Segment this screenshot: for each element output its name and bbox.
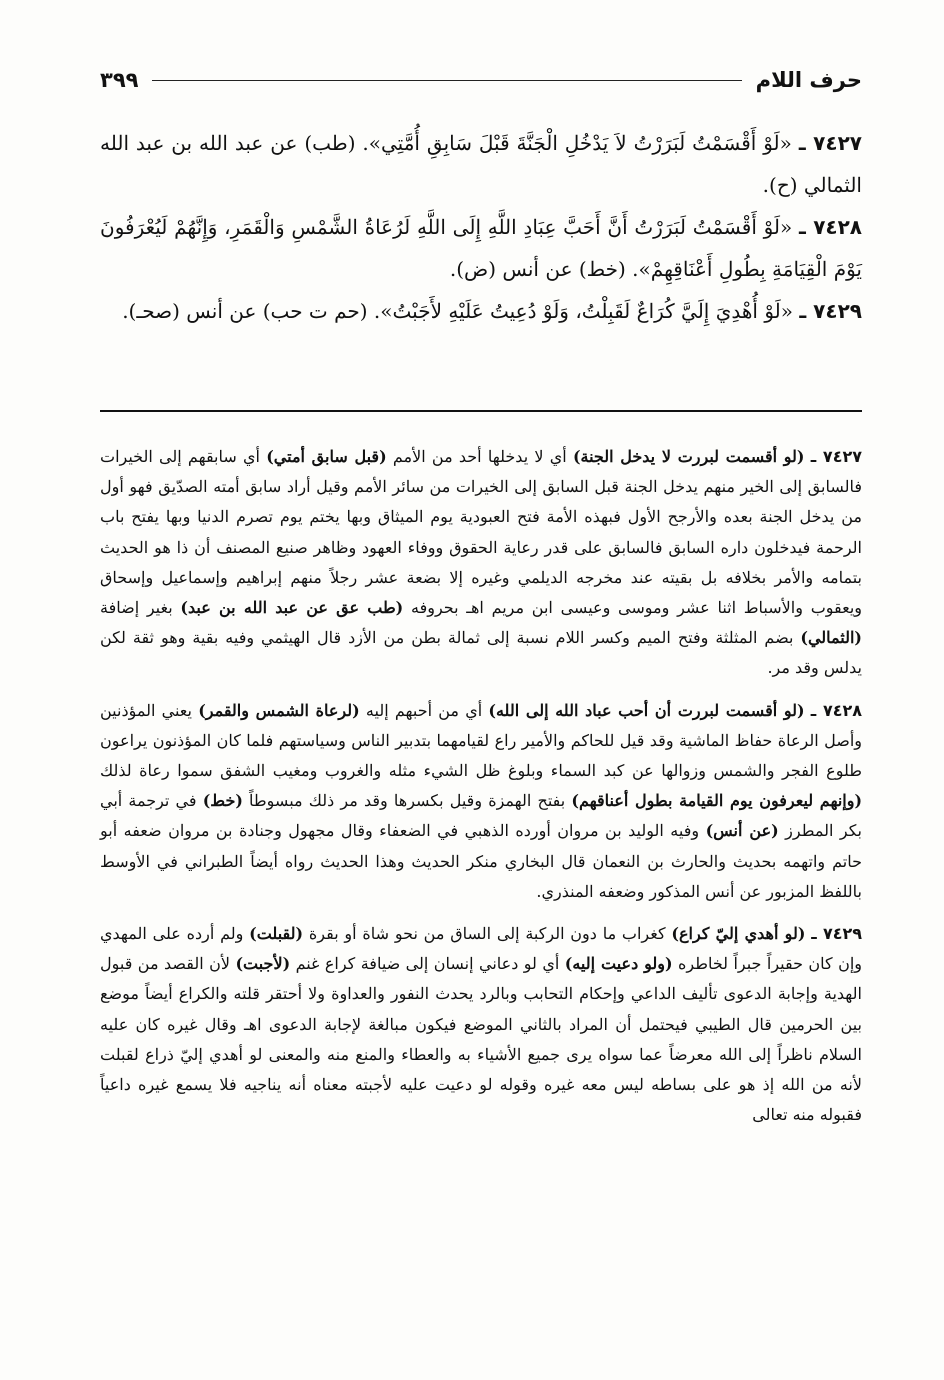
commentary-quote: (ولو دعيت إليه)	[564, 954, 673, 974]
commentary-text: أي من أحبهم إليه	[359, 700, 489, 720]
commentary-text: أي سابقهم إلى الخيرات فالسابق إلى الخير منهم يدخل الجنة قبل السابق إلى الخيرات من سائر الأمم وقيل أراد سابق أمته الصدّيق فهو أول من يدخل الجنة بعده والأرجح الأول فبهذه الأمة فتح العبودية يوم الميثاق وبها يختم يوم تصرم الدنيا وبها يفتح باب الرحمة فيدخلون داره السابق فالسابق على قدر رعاية الحقوق ووفاء العهود وظاهر صنيع المصنف أن ذا هو الحديث بتمامه والأمر بخلافه بل بقيته عند مخرجه الديلمي وغيره إلا بضعة عشر رجلاً منهم إبراهيم وإسماعيل وإسحاق ويعقوب والأسباط اثنا عشر وموسى وعيسى ابن مريم اهـ بحروفه	[100, 447, 863, 618]
hadith-7427	[100, 122, 862, 206]
header-rule	[152, 80, 741, 81]
commentary-7427	[100, 442, 862, 684]
page-header	[100, 62, 862, 98]
commentary-quote: (قبل سابق أمتي)	[266, 447, 387, 466]
commentary-heading: (لو أقسمت لبررت أن أحب عباد الله إلى الله)	[488, 700, 805, 720]
commentary-quote: (لرعاة الشمس والقمر)	[198, 700, 360, 720]
commentary-text: أي لو دعاني إنسان إلى ضيافة كراع غنم	[290, 954, 565, 974]
section-divider	[100, 410, 862, 412]
commentary-section	[100, 442, 862, 1322]
commentary-quote: (عن أنس)	[705, 821, 779, 841]
hadith-number: ٧٤٢٨ ـ	[799, 215, 863, 239]
commentary-number: ٧٤٢٧ ـ	[810, 447, 862, 466]
hadith-7428	[100, 206, 862, 290]
commentary-text: يعني المؤذنين وأصل الرعاة حفاظ الماشية وقد قيل للحاكم والأمير راع لقيامهما بتدبير الناس وسياستهم فلما كان المؤذنون يراعون طلوع الفجر والشمس وزوالها عن كبد السماء وبلوغ ظل الشيء مثله والغروب ومغيب الشفق سموا رعاة لذلك	[100, 700, 862, 781]
commentary-text: ولم أرده على المهدي وإن كان حقيراً جبراً لخاطره	[100, 924, 863, 974]
commentary-quote: (لأجبت)	[235, 954, 291, 974]
commentary-heading: (لو أهدي إليّ كراع)	[671, 924, 806, 944]
commentary-number: ٧٤٢٩ ـ	[811, 924, 862, 944]
commentary-quote: (خط)	[202, 791, 243, 811]
commentary-text: في ترجمة أبي بكر المطرز	[100, 791, 862, 841]
commentary-text: بغير إضافة	[100, 598, 181, 618]
commentary-quote: (وإنهم ليعرفون يوم القيامة بطول أعناقهم)	[571, 791, 863, 811]
hadith-7429	[100, 290, 862, 332]
hadith-number: ٧٤٢٧ ـ	[798, 131, 862, 155]
commentary-quote: (الثمالي)	[800, 628, 862, 648]
hadith-section	[100, 122, 862, 392]
hadith-number: ٧٤٢٩ ـ	[799, 299, 862, 323]
commentary-text: أي لا يدخلها أحد من الأمم	[386, 447, 573, 466]
hadith-text: «لَوْ أَقْسَمْتُ لَبَرَرْتُ أَنَّ أَحَبَّ عِبَادِ اللَّهِ إِلَى اللَّهِ لَرُعَاةُ الشَّمْسِ وَالْقَمَرِ، وَإِنَّهُمْ لَيُعْرَفُونَ يَوْمَ الْقِيَامَةِ بِطُولِ أَعْنَاقِهِمْ». (خط) عن أنس (ض).	[100, 215, 862, 281]
commentary-text: لأن القصد من قبول الهدية وإجابة الدعوى تأليف الداعي وإحكام التحابب وبالرد يحدث النفور والعداوة ولا أحتقر قلته والكراع أيضاً موضع بين الحرمين قال الطيبي فيحتمل أن المراد بالثاني الموضع فيكون مبالغة لإجابة الدعوى اهـ وقال غيره كان عليه السلام ناظراً إلى الله معرضاً عما سواه يرى جميع الأشياء به والعطاء والمنع منه والمعنى لو أهدي إليّ ذراع لقبلت لأنه من الله إذ هو على بساطه ليس معه غيره وقوله لو دعيت عليه لأجبته معناه أنه يناجيه فلا يسمع غيره داعياً فقبوله منه تعالى	[100, 954, 863, 1125]
commentary-text: بضم المثلثة وفتح الميم وكسر اللام نسبة إلى ثمالة بطن من الأزد قال الهيثمي وفيه بقية وهو ثقة لكن يدلس وقد مر.	[100, 628, 862, 678]
commentary-text: بفتح الهمزة وقيل بكسرها وقد مر ذلك مبسوطاً	[242, 791, 572, 811]
commentary-quote: (لقبلت)	[249, 924, 304, 944]
commentary-heading: (لو أقسمت لبررت لا يدخل الجنة)	[572, 447, 805, 466]
commentary-text: كغراب ما دون الركبة إلى الساق من نحو شاة أو بقرة	[303, 924, 672, 944]
commentary-7428	[100, 696, 862, 907]
hadith-text: «لَوْ أَقْسَمْتُ لَبَرَرْتُ لاَ يَدْخُلِ الْجَنَّةَ قَبْلَ سَابِقِ أُمَّتِي». (طب) عن عبد الله بن عبد الله الثمالي (ح).	[100, 131, 862, 197]
commentary-number: ٧٤٢٨ ـ	[810, 700, 863, 720]
chapter-title: حرف اللام	[755, 68, 862, 92]
hadith-text: «لَوْ أُهْدِيَ إِلَيَّ كُرَاعٌ لَقَبِلْتُ، وَلَوْ دُعِيتُ عَلَيْهِ لأَجَبْتُ». (حم ت حب) عن أنس (صحـ).	[122, 299, 793, 323]
page-number: ٣٩٩	[100, 68, 139, 92]
commentary-quote: (طب عق عن عبد الله بن عبد)	[180, 598, 404, 618]
commentary-7429	[100, 919, 862, 1130]
commentary-text: وفيه الوليد بن مروان أورده الذهبي في الضعفاء وقال مجهول وجنادة بن مروان ضعفه أبو حاتم واتهمه بحديث والحارث بن النعمان قال البخاري منكر الحديث وهذا الحديث رواه أيضاً الطبراني في الأوسط باللفظ المزبور عن أنس المذكور وضعفه المنذري.	[100, 821, 862, 901]
